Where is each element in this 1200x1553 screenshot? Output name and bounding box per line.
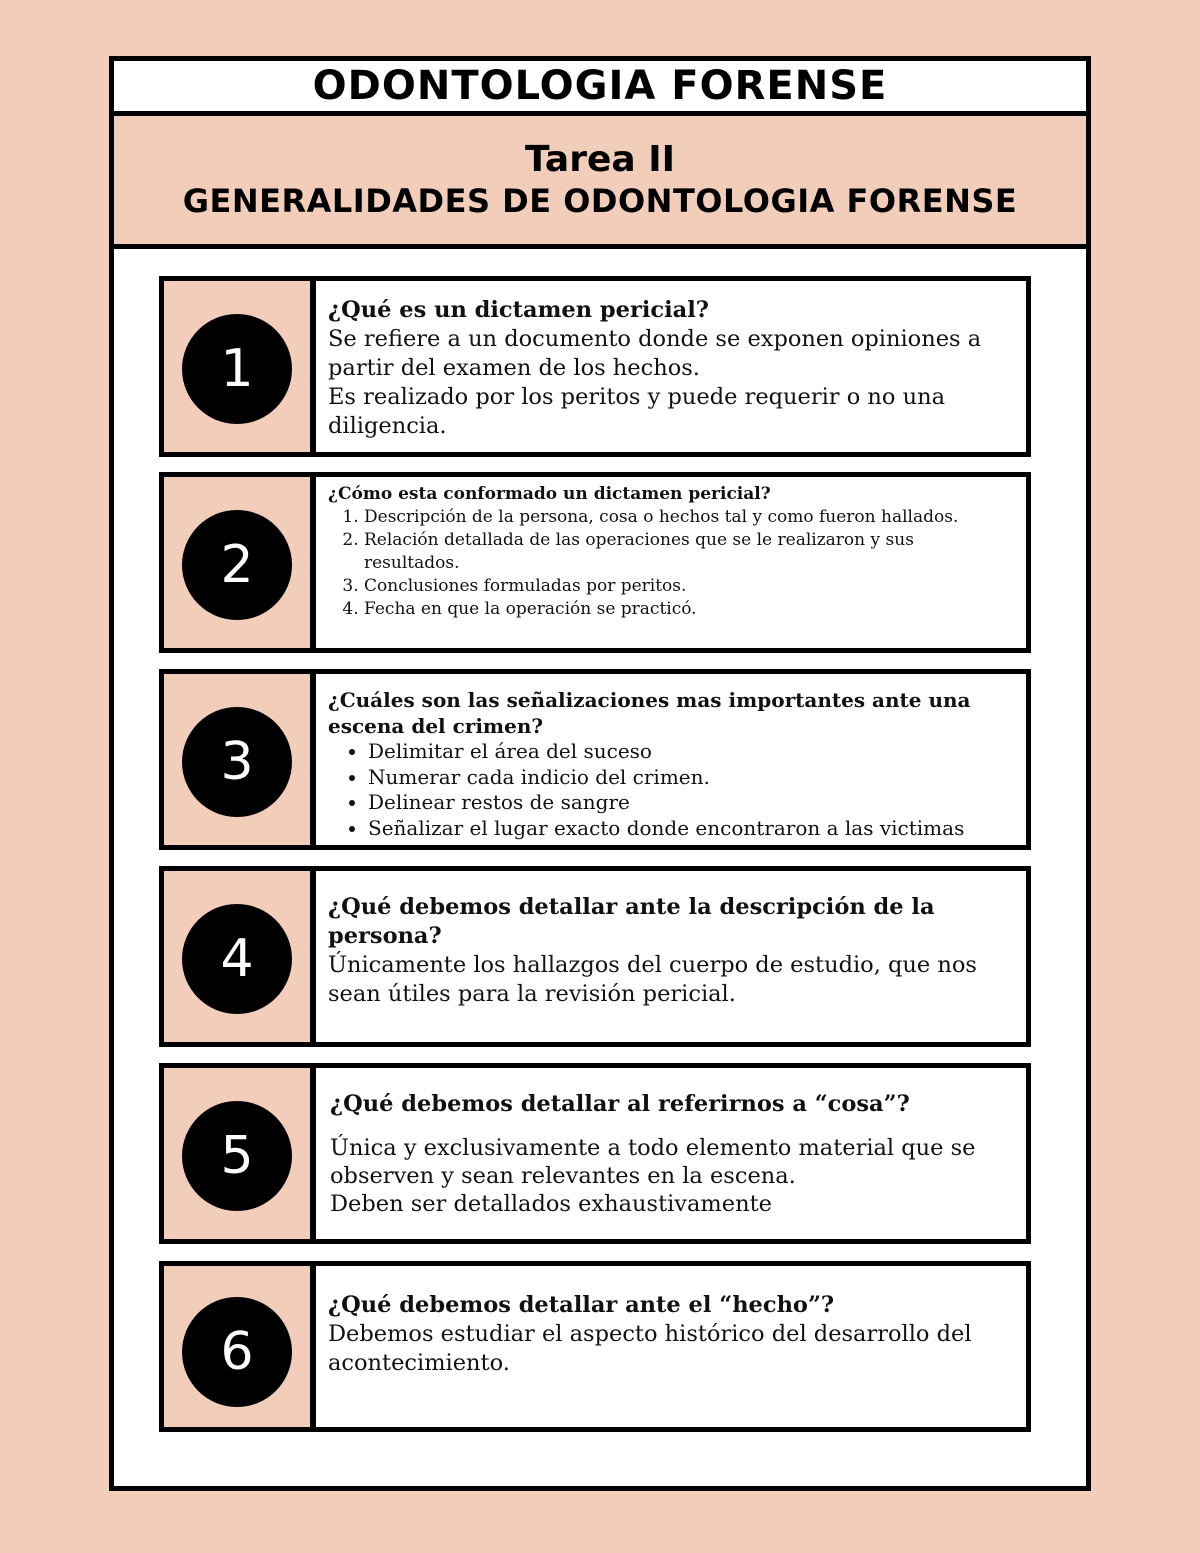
- number-badge: 4: [182, 904, 292, 1014]
- number-badge: 6: [182, 1297, 292, 1407]
- number-badge: 2: [182, 510, 292, 620]
- answer-line: Únicamente los hallazgos del cuerpo de estudio, que nos sean útiles para la revisión pericial.: [328, 952, 977, 1007]
- card-content: [328, 296, 1014, 441]
- list-item: 1. Descripción de la persona, cosa o hechos tal y como fueron hallados.: [364, 506, 986, 529]
- card-content: [328, 893, 1018, 1009]
- task-subtitle: GENERALIDADES DE ODONTOLOGIA FORENSE: [182, 182, 1018, 220]
- list-item: 2. Relación detallada de las operaciones que se le realizaron y sus resultados.: [364, 529, 986, 575]
- question-card-3: [159, 669, 1031, 850]
- question-card-1: [159, 276, 1031, 457]
- list-item: • Numerar cada indicio del crimen.: [368, 765, 1006, 791]
- question-card-2: [159, 472, 1031, 653]
- answer-line: Debemos estudiar el aspecto histórico del desarrollo del acontecimiento.: [328, 1321, 972, 1376]
- list-item: • Delinear restos de sangre: [368, 790, 1006, 816]
- answer-line: Única y exclusivamente a todo elemento material que se observen y sean relevantes en la escena.: [330, 1135, 976, 1189]
- question-heading: ¿Cómo esta conformado un dictamen pericial?: [328, 484, 771, 504]
- question-heading: ¿Qué debemos detallar al referirnos a “cosa”?: [330, 1091, 910, 1117]
- task-label: Tarea II: [525, 139, 675, 180]
- card-content: [328, 1291, 1014, 1378]
- number-column: [164, 1266, 316, 1427]
- card-content: [328, 483, 986, 621]
- number-column: [164, 281, 316, 452]
- number-column: [164, 871, 316, 1042]
- task-header: [114, 116, 1086, 249]
- question-heading: ¿Cuáles son las señalizaciones mas importantes ante una escena del crimen?: [328, 688, 971, 738]
- card-content: [328, 688, 1006, 841]
- question-card-5: [159, 1063, 1031, 1244]
- list-item: • Delimitar el área del suceso: [368, 739, 1006, 765]
- page-title: ODONTOLOGIA FORENSE: [114, 61, 1086, 116]
- card-content: [330, 1090, 986, 1218]
- answer-line: Deben ser detallados exhaustivamente: [330, 1191, 772, 1217]
- question-heading: ¿Qué debemos detallar ante la descripción de la persona?: [328, 894, 935, 949]
- question-heading: ¿Qué es un dictamen pericial?: [328, 297, 709, 323]
- number-column: [164, 1068, 316, 1239]
- number-badge: 5: [182, 1101, 292, 1211]
- question-card-4: [159, 866, 1031, 1047]
- question-heading: ¿Qué debemos detallar ante el “hecho”?: [328, 1292, 835, 1318]
- question-card-6: [159, 1261, 1031, 1432]
- number-column: [164, 477, 316, 648]
- answer-list: [328, 739, 1006, 841]
- answer-line: Es realizado por los peritos y puede requerir o no una diligencia.: [328, 384, 945, 439]
- list-item: • Señalizar el lugar exacto donde encontraron a las victimas: [368, 816, 1006, 842]
- answer-line: Se refiere a un documento donde se exponen opiniones a partir del examen de los hechos.: [328, 326, 982, 381]
- number-badge: 1: [182, 314, 292, 424]
- number-column: [164, 674, 316, 845]
- list-item: 4. Fecha en que la operación se practicó.: [364, 598, 986, 621]
- answer-list: [328, 506, 986, 621]
- number-badge: 3: [182, 707, 292, 817]
- list-item: 3. Conclusiones formuladas por peritos.: [364, 575, 986, 598]
